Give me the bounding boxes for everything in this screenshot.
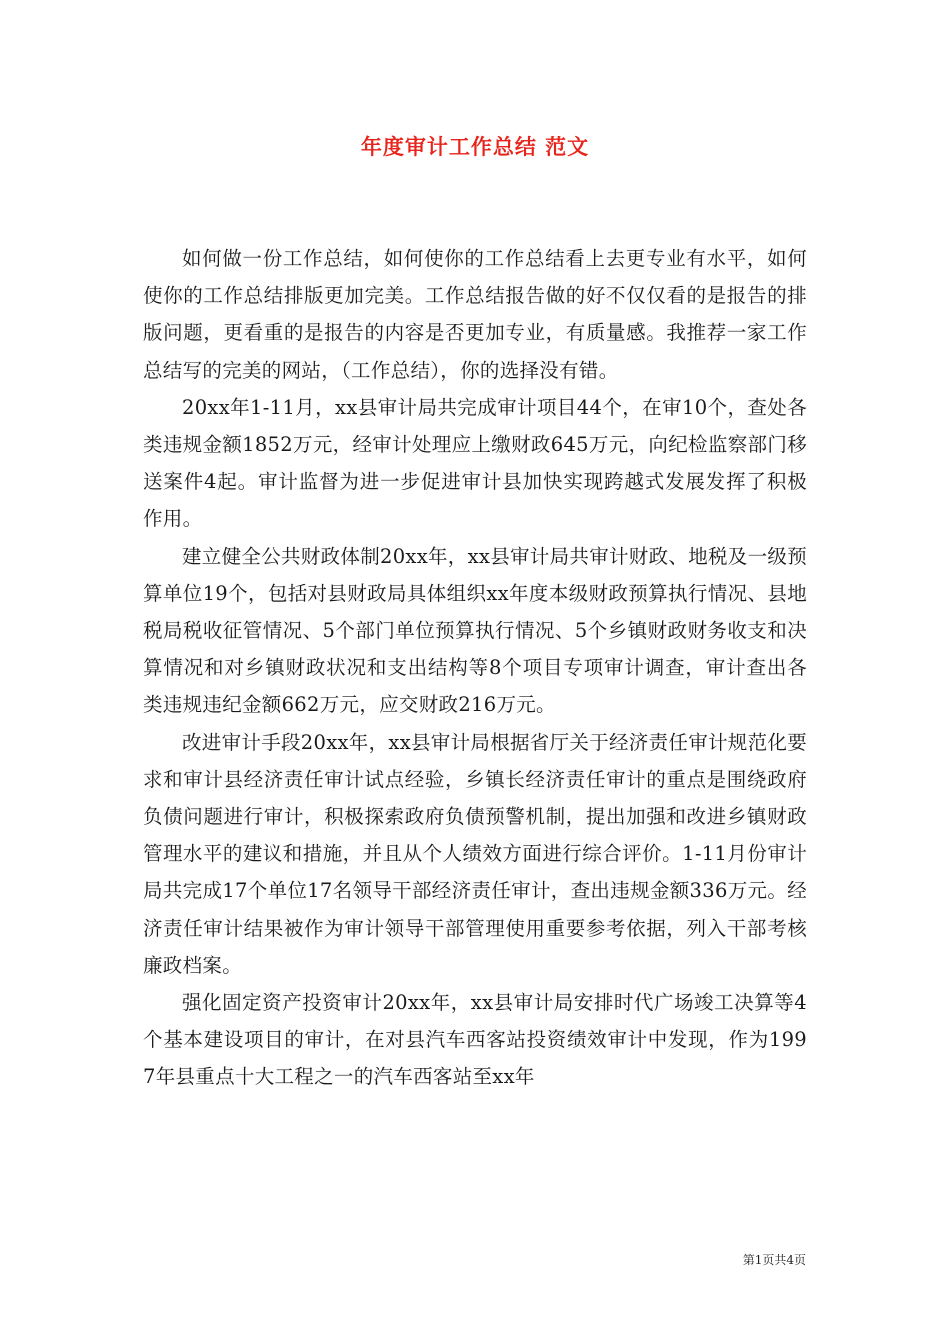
- paragraph-audit-methods: 改进审计手段20xx年，xx县审计局根据省厅关于经济责任审计规范化要求和审计县经济责任审计试点经验，乡镇长经济责任审计的重点是围绕政府负债问题进行审计，积极探索政府负债预警机制，提出加强和改进乡镇财政管理水平的建议和措施，并且从个人绩效方面进行综合评价。1-11月份审计局共完成17个单位17名领导干部经济责任审计，查出违规金额336万元。经济责任审计结果被作为审计领导干部管理使用重要参考依据，列入干部考核廉政档案。: [143, 730, 808, 977]
- paragraph-intro: 如何做一份工作总结，如何使你的工作总结看上去更专业有水平，如何使你的工作总结排版更加完美。工作总结报告做的好不仅仅看的是报告的排版问题，更看重的是报告的内容是否更加专业，有质量感。我推荐一家工作总结写的完美的网站，（工作总结），你的选择没有错。: [143, 247, 807, 382]
- paragraph-public-finance: 建立健全公共财政体制20xx年，xx县审计局共审计财政、地税及一级预算单位19个，包括对县财政局具体组织xx年度本级财政预算执行情况、县地税局税收征管情况、5个部门单位预算执行情况、5个乡镇财政财务收支和决算情况和对乡镇财政状况和支出结构等8个项目专项审计调查，审计查出各类违规违纪金额662万元，应交财政216万元。: [143, 544, 808, 717]
- document-title: 年度审计工作总结 范文: [360, 135, 590, 159]
- paragraph-fixed-asset-audit: 强化固定资产投资审计20xx年，xx县审计局安排时代广场竣工决算等4个基本建设项目的审计，在对县汽车西客站投资绩效审计中发现，作为1997年县重点十大工程之一的汽车西客站至xx年: [143, 991, 807, 1089]
- page-number: 第1页共4页: [742, 1253, 806, 1267]
- document-body: [143, 240, 807, 1096]
- paragraph-summary: 20xx年1-11月，xx县审计局共完成审计项目44个，在审10个，查处各类违规金额1852万元，经审计处理应上缴财政645万元，向纪检监察部门移送案件4起。审计监督为进一步促进审计县加快实现跨越式发展发挥了积极作用。: [143, 395, 807, 531]
